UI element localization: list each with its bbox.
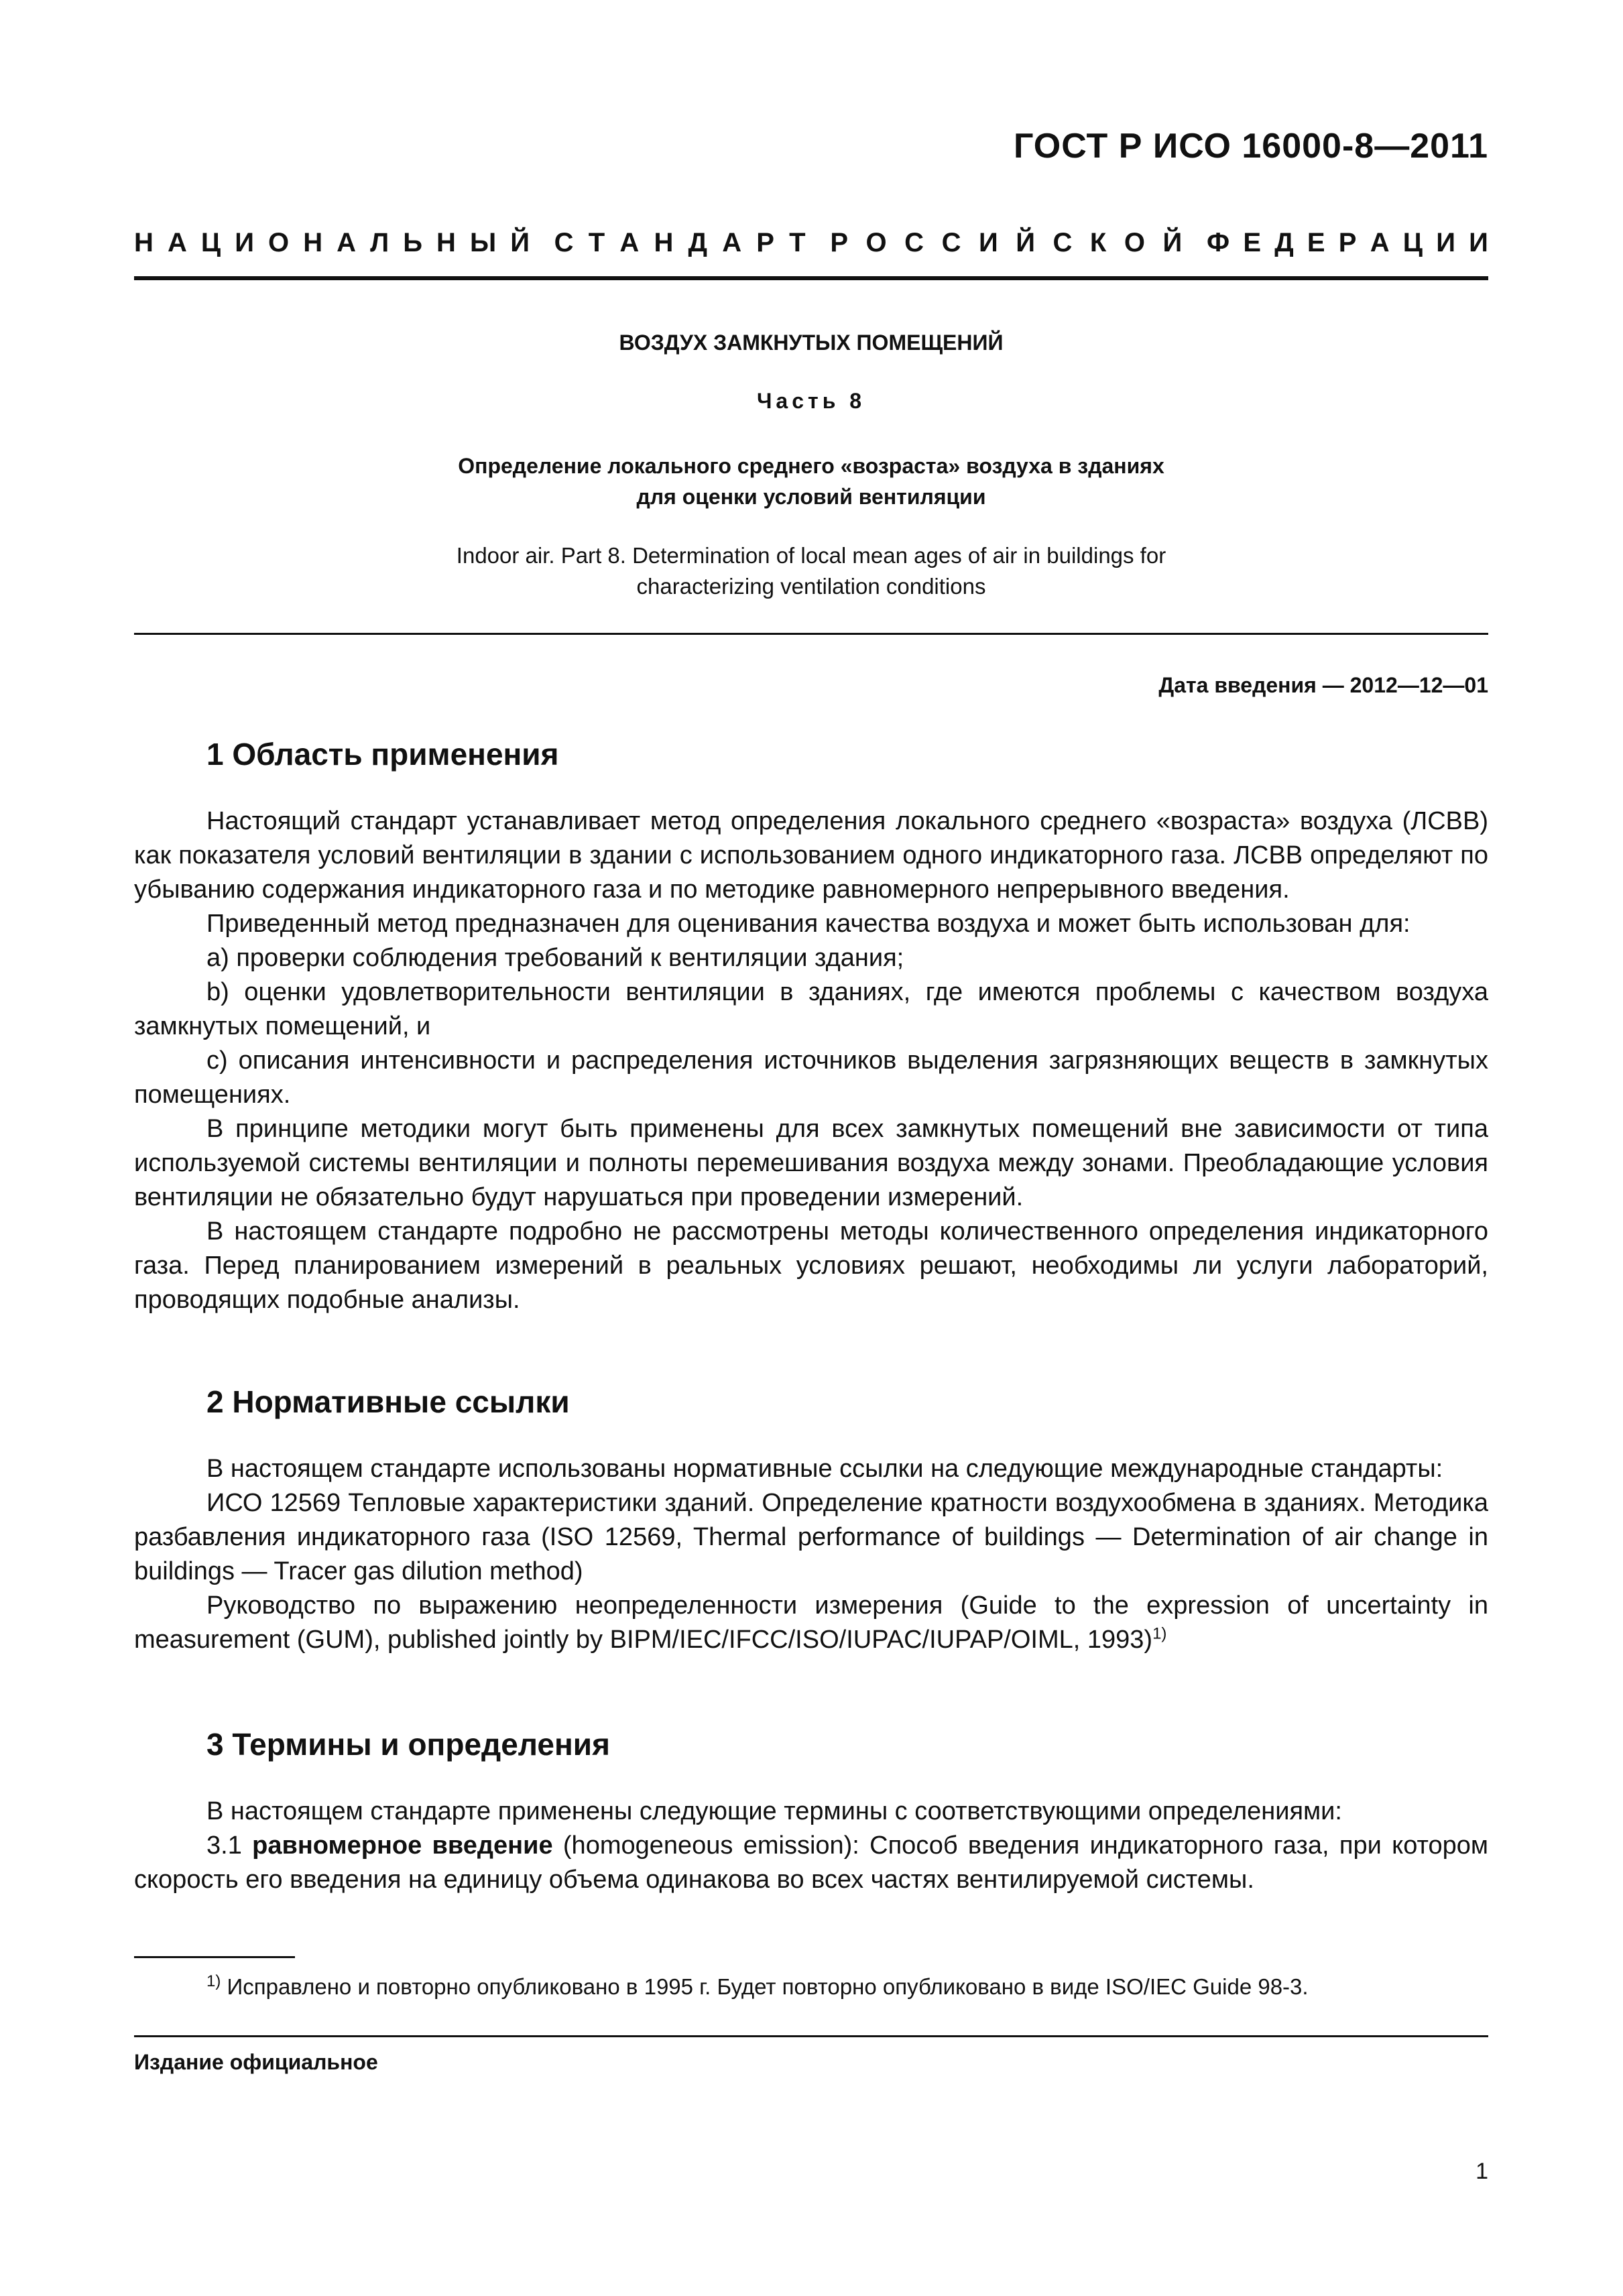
footnote-text: Исправлено и повторно опубликовано в 1995 г. Будет повторно опубликовано в виде ISO/IEC Guide 98-3. xyxy=(227,1974,1309,1999)
section-1-heading: 1 Область применения xyxy=(206,737,559,772)
title-letter: Е xyxy=(1307,228,1325,257)
edition-label: Издание официальное xyxy=(134,2050,378,2074)
title-letter: Ь xyxy=(403,228,422,257)
title-letter: Р xyxy=(756,228,774,257)
english-title-line-1: Indoor air. Part 8. Determination of local mean ages of air in buildings for xyxy=(456,543,1166,568)
title-letter: С xyxy=(554,228,574,257)
national-title-word-4 xyxy=(1207,228,1488,258)
title-letter: Л xyxy=(370,228,389,257)
title-letter: И xyxy=(1436,228,1455,257)
paragraph: c) описания интенсивности и распределения источников выделения загрязняющих веществ в замкнутых помещениях. xyxy=(134,1046,1488,1109)
title-letter: Ц xyxy=(1402,228,1423,257)
section-2-heading: 2 Нормативные ссылки xyxy=(206,1384,570,1419)
national-title-word-1 xyxy=(134,228,530,258)
gost-number: ГОСТ Р ИСО 16000-8—2011 xyxy=(1013,127,1488,166)
paragraph: Настоящий стандарт устанавливает метод определения локального среднего «возраста» воздуха (ЛСВВ) как показателя условий вентиляции в здании с использованием одного индикаторного газа. ЛСВВ определяют по убыванию содержания индикаторного газа и по методике равномерного непрерывного введения. xyxy=(134,807,1488,904)
section-1-body xyxy=(134,804,1488,1317)
national-standard-title xyxy=(134,228,1488,258)
footnote-reference: 1) xyxy=(1152,1624,1167,1643)
page-number: 1 xyxy=(1476,2159,1488,2184)
title-letter: Н xyxy=(654,228,674,257)
subtitle xyxy=(134,450,1488,512)
term-number: 3.1 xyxy=(206,1831,242,1860)
term-text: (homogeneous emission): Способ введения индикаторного газа, при котором скорость его введения на единицу объема одинакова во всех частях вентилируемой системы. xyxy=(134,1831,1488,1894)
title-letter: Ф xyxy=(1206,228,1230,257)
footnote-separator xyxy=(134,1956,295,1958)
paragraph: В принципе методики могут быть применены для всех замкнутых помещений вне зависимости от типа используемой системы вентиляции и полноты перемешивания воздуха между зонами. Преобладающие условия вентиляции не обязательно будут нарушаться при проведении измерений. xyxy=(134,1115,1488,1211)
subtitle-line-1: Определение локального среднего «возраста» воздуха в зданиях xyxy=(458,454,1164,478)
part-label: Часть 8 xyxy=(756,389,866,413)
paragraph xyxy=(134,1589,1488,1657)
title-letter: С xyxy=(904,228,924,257)
paragraph: b) оценки удовлетворительности вентиляции в зданиях, где имеются проблемы с качеством воздуха замкнутых помещений, и xyxy=(134,978,1488,1040)
header-rule xyxy=(134,276,1488,280)
paragraph: В настоящем стандарте подробно не рассмотрены методы количественного определения индикаторного газа. Перед планированием измерений в реальных условиях решают, необходимы ли услуги лабораторий, проводящих подобные анализы. xyxy=(134,1217,1488,1314)
national-title-word-2 xyxy=(554,228,806,258)
title-letter: Т xyxy=(789,228,806,257)
title-letter: А xyxy=(1370,228,1390,257)
title-letter: С xyxy=(1053,228,1073,257)
subtitle-line-2: для оценки условий вентиляции xyxy=(636,485,986,509)
title-letter: О xyxy=(865,228,887,257)
title-letter: Й xyxy=(510,228,530,257)
footer-rule xyxy=(134,2035,1488,2037)
english-title xyxy=(134,540,1488,602)
section-3-body xyxy=(134,1795,1488,1897)
title-letter: Р xyxy=(1338,228,1357,257)
title-letter: Й xyxy=(1162,228,1183,257)
introduction-date: Дата введения — 2012—12—01 xyxy=(1158,673,1488,697)
reference-text: Руководство по выражению неопределенности измерения (Guide to the expression of uncertainty in measurement (GUM), published jointly by BIPM/IEC/IFCC/ISO/IUPAC/IUPAP/OIML, 1993) xyxy=(134,1591,1488,1654)
title-letter: Н xyxy=(303,228,323,257)
term-name: равномерное введение xyxy=(252,1831,553,1860)
title-letter: Н xyxy=(436,228,456,257)
main-title: ВОЗДУХ ЗАМКНУТЫХ ПОМЕЩЕНИЙ xyxy=(619,330,1004,355)
title-letter: Д xyxy=(1274,228,1294,257)
english-title-line-2: characterizing ventilation conditions xyxy=(636,574,986,599)
section-2-body xyxy=(134,1452,1488,1657)
term-definition xyxy=(134,1829,1488,1897)
title-letter: Ц xyxy=(200,228,221,257)
title-letter: Е xyxy=(1243,228,1261,257)
title-letter: И xyxy=(978,228,998,257)
footnote xyxy=(206,1974,1309,2000)
paragraph: Приведенный метод предназначен для оценивания качества воздуха и может быть использован для: xyxy=(206,910,1410,938)
paragraph: В настоящем стандарте использованы нормативные ссылки на следующие международные стандарты: xyxy=(206,1455,1443,1483)
national-title-word-3 xyxy=(830,228,1182,258)
title-letter: А xyxy=(337,228,357,257)
title-letter: А xyxy=(722,228,742,257)
title-letter: И xyxy=(235,228,254,257)
title-letter: К xyxy=(1089,228,1107,257)
footnote-mark: 1) xyxy=(206,1972,221,1990)
title-letter: С xyxy=(941,228,961,257)
title-letter: Т xyxy=(588,228,605,257)
section-3-heading: 3 Термины и определения xyxy=(206,1727,610,1762)
title-letter: Й xyxy=(1016,228,1035,257)
title-letter: О xyxy=(1124,228,1145,257)
title-letter: А xyxy=(619,228,640,257)
document-page xyxy=(134,0,1488,2296)
paragraph: В настоящем стандарте применены следующие термины с соответствующими определениями: xyxy=(206,1797,1342,1825)
title-letter: А xyxy=(167,228,187,257)
paragraph: ИСО 12569 Тепловые характеристики зданий. Определение кратности воздухообмена в зданиях. Методика разбавления индикаторного газа (ISO 12569, Thermal performance of buildings — Determination of air change in buildings — Tracer gas dilution method) xyxy=(134,1489,1488,1585)
title-letter: О xyxy=(268,228,290,257)
paragraph: a) проверки соблюдения требований к вентиляции здания; xyxy=(206,944,904,972)
title-letter: И xyxy=(1469,228,1488,257)
title-letter: Р xyxy=(830,228,848,257)
title-letter: Ы xyxy=(470,228,497,257)
title-letter: Н xyxy=(134,228,154,257)
title-letter: Д xyxy=(688,228,708,257)
title-rule xyxy=(134,633,1488,635)
